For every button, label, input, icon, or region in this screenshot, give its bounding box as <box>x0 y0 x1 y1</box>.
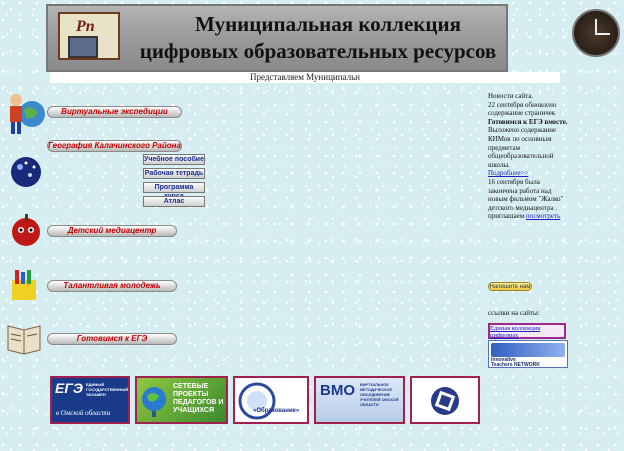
partner-emblem-icon <box>425 384 465 418</box>
education-emblem-icon <box>237 381 277 421</box>
collection-logo <box>58 12 120 60</box>
itn-text-1: Innovative <box>491 357 516 363</box>
news-heading: Новости сайта. <box>488 92 534 100</box>
globe-kid-icon <box>4 84 46 136</box>
more-link[interactable]: Подробнее>> <box>488 169 529 178</box>
course-program-button[interactable]: Программа <box>143 182 205 193</box>
partner-banner[interactable] <box>410 376 480 424</box>
globe-icon <box>139 384 169 420</box>
education-banner[interactable] <box>233 376 309 424</box>
workbook-button[interactable]: Рабочая тетрадь <box>144 170 204 177</box>
education-banner-text: «Образование» <box>253 408 300 414</box>
links-label: ссылки на сайты: <box>488 309 540 317</box>
geography-button[interactable]: География Калачинского Района <box>48 141 181 150</box>
itn-text <box>491 358 540 368</box>
news-item-1-bold: Готовимся к ЕГЭ вместе. <box>488 117 568 126</box>
ege-banner-title: ЕГЭ <box>55 380 83 396</box>
news-item-1-more-text: Выложено содержание КИМов по основным предметам общеобразовательной школы. <box>488 126 557 169</box>
news-item-2-text: 16 сентября была закончена работа над новым фильмом "Жалко" детского медиацентра . приглашаем <box>488 177 564 221</box>
open-book-icon <box>4 318 44 358</box>
talented-youth-button[interactable]: Талантливая молодежь <box>47 280 177 292</box>
monitor-icon <box>68 36 98 58</box>
write-us-button[interactable]: Напишите нам <box>489 284 531 290</box>
itn-text-3: NETWORK <box>513 362 540 368</box>
page-title-line1: Муниципальная коллекция <box>195 12 461 36</box>
atlas-button[interactable]: Атлас <box>143 196 205 207</box>
digital-collection-link[interactable] <box>488 323 566 339</box>
network-projects-text: СЕТЕВЫЕ ПРОЕКТЫ ПЕДАГОГОВ И УЧАЩИХСЯ <box>173 383 224 414</box>
watch-link[interactable]: посмотреть <box>525 212 561 221</box>
logo-text: Рп <box>76 18 95 35</box>
innovative-teachers-link[interactable] <box>488 340 568 368</box>
virtual-expeditions-button[interactable]: Виртуальные экспедиции <box>47 106 182 118</box>
news-item-1-text: 22 сентября обновлено содержание страничек <box>488 100 557 118</box>
textbook-button[interactable]: Учебное пособие <box>144 156 204 163</box>
vmo-banner-text: ВИРТУАЛЬНОЕ МЕТОДИЧЕСКОЕ ОБЪЕДИНЕНИЕ УЧИТЕЛЕЙ ОМСКОЙ ОБЛАСТИ <box>360 383 399 407</box>
ege-banner-text: ЕДИНЫЙ ГОСУДАРСТВЕННЫЙ ЭКЗАМЕН <box>86 382 129 397</box>
ege-banner-sub: в Омской области <box>56 409 111 417</box>
network-projects-banner[interactable] <box>135 376 228 424</box>
clock-minute-hand <box>596 33 610 35</box>
header-banner <box>46 4 508 72</box>
presents-marquee: Представляем Муниципальн <box>50 72 560 83</box>
itn-logo-graphic <box>491 343 565 357</box>
apple-kid-icon <box>6 208 46 252</box>
vmo-banner[interactable] <box>314 376 405 424</box>
pencils-box-icon <box>8 268 40 304</box>
digital-collection-link-text[interactable]: Единая коллекция цифровых <box>490 325 541 339</box>
page-title-line2: цифровых образовательных ресурсов <box>139 39 497 63</box>
news-panel <box>488 92 568 221</box>
vmo-banner-title: ВМО <box>320 382 355 399</box>
disco-globe-icon <box>8 155 44 189</box>
ege-prep-button[interactable]: Готовимся к ЕГЭ <box>47 333 177 345</box>
ege-banner[interactable] <box>50 376 130 424</box>
itn-text-2: Teachers <box>491 362 513 368</box>
kids-media-button[interactable]: Детский медиацентр <box>47 225 177 237</box>
clock-icon <box>572 9 620 57</box>
